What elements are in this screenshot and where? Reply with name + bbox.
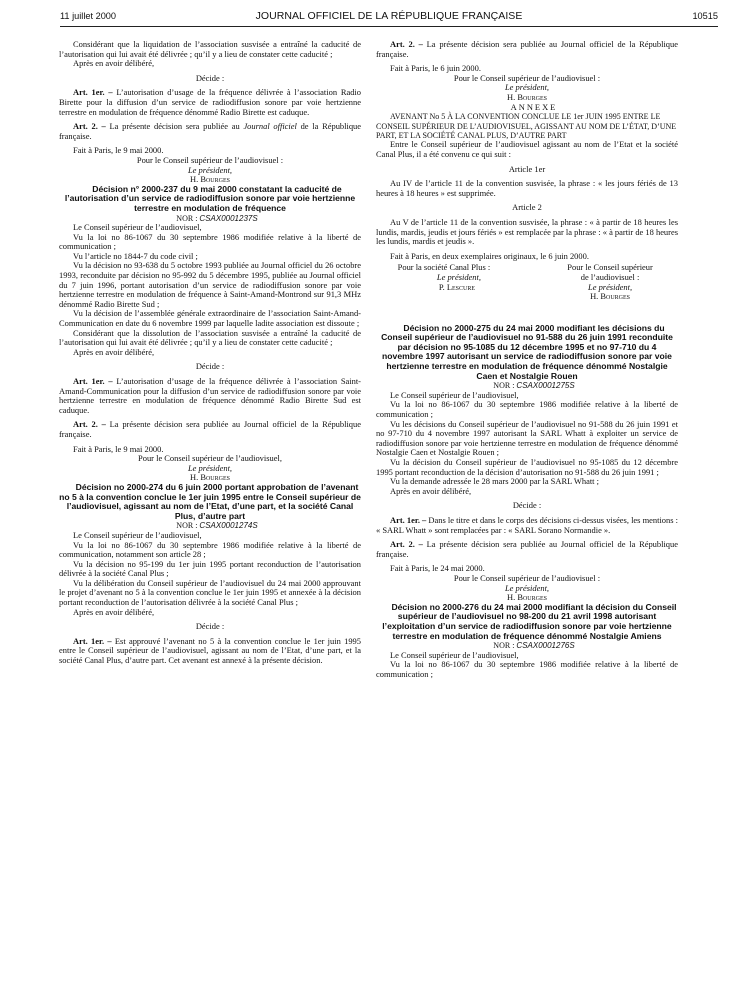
decide-heading: Décide : xyxy=(195,361,225,372)
paragraph: Après en avoir délibéré, xyxy=(73,606,155,617)
paragraph: Après en avoir délibéré, xyxy=(73,58,155,69)
nor-code: CSAX0001276S xyxy=(516,641,575,651)
article-text: La présente décision sera publiée au xyxy=(105,121,244,132)
paragraph: Vu la demande adressée le 28 mars 2000 par la SARL Whatt ; xyxy=(390,476,599,487)
decision-title: Décision no 2000-276 du 24 mai 2000 modifiant la décision du Conseil supérieur de l’audiovisuel no 98-200 du 21 avril 1998 autorisant l’exploitation d’un service de radiodiffusion sonore par voie hertzienne terrestre en modulation de fréquence dénommé Nostalgie Amiens xyxy=(382,601,677,641)
nor-code: CSAX0001275S xyxy=(516,381,575,391)
article-text: de la République française. xyxy=(59,121,362,141)
paragraph: Vu la délibération du Conseil supérieur de l’audiovisuel du 24 mai 2000 approuvant le projet d’avenant no 5 à la convention conclue le 1er juin 1995 et annexée à la décision portant reconduction de l’autorisation délivrée à la société Canal Plus ; xyxy=(59,577,361,608)
article-2 xyxy=(59,122,361,141)
article-text: L’autorisation d’usage de la fréquence délivrée à l’association Radio Birette pour la diffusion d’un service de radiodiffusion sonore par voie hertzienne terrestre en modulation de fréquence dénommé Radio Birette est caduque. xyxy=(59,87,361,117)
article-text: La présente décision sera publiée au Journal officiel de la République française. xyxy=(376,39,678,59)
article-text: Est approuvé l’avenant no 5 à la convention conclue le 1er juin 1995 entre le Conseil supérieur de l’audiovisuel, agissant au nom de l’Etat, d’une part, et la société Canal Plus, d’autre part. Cet avenant est annexé à la présente décision. xyxy=(59,635,361,666)
signature-role: Le président, xyxy=(504,582,550,593)
article-2 xyxy=(376,540,678,559)
dual-signature xyxy=(376,263,678,301)
signature-csa xyxy=(542,263,678,301)
article-label: Art. 1er. – xyxy=(73,635,112,646)
signature-date: Fait à Paris, le 9 mai 2000. xyxy=(73,145,164,156)
paragraph: Au IV de l’article 11 de la convention susvisée, la phrase : « les jours fériés de 13 heures à 18 heures » est supprimée. xyxy=(376,178,678,198)
signature-for: Pour le Conseil supérieur de l’audiovisuel : xyxy=(136,154,284,165)
article-label: Art. 2. – xyxy=(390,39,423,49)
signature-name: H. Bourges xyxy=(507,91,547,102)
paragraph: Vu la loi no 86-1067 du 30 septembre 1986 modifiée relative à la liberté de communication, notamment son article 28 ; xyxy=(59,539,361,560)
article-text: Dans le titre et dans le corps des décisions ci-dessus visées, les mentions : « SARL Whatt » sont remplacées par : « SARL Sorano Normandie ». xyxy=(376,514,678,535)
paragraph: Vu la décision de l’assemblée générale extraordinaire de l’association Saint-Amand-Communication en date du 6 novembre 1999 par laquelle ladite association est dissoute ; xyxy=(59,308,361,329)
signature-date: Fait à Paris, en deux exemplaires originaux, le 6 juin 2000. xyxy=(390,250,589,261)
nor-code: CSAX0001237S xyxy=(199,213,258,223)
signature-role: Le président, xyxy=(504,82,550,93)
article-1 xyxy=(376,516,678,535)
annexe-heading: ANNEXE xyxy=(510,101,558,112)
paragraph: Vu l’article no 1844-7 du code civil ; xyxy=(73,250,198,261)
signature-name: H. Bourges xyxy=(190,472,230,483)
paragraph: Vu la décision du Conseil supérieur de l’audiovisuel no 95-1085 du 12 décembre 1995 portant reconduction de la décision d’autorisation no 91-588 du 26 juin 1991 ; xyxy=(376,457,678,477)
article-text: La présente décision sera publiée au Journal officiel de la République française. xyxy=(59,419,361,439)
nor-label: NOR : xyxy=(493,641,517,651)
issue-date: 11 juillet 2000 xyxy=(60,11,117,21)
paragraph: Vu la décision no 95-199 du 1er juin 1995 portant reconduction de l’autorisation délivrée à la société Canal Plus ; xyxy=(59,558,361,579)
article-label: Art. 1er. – xyxy=(390,514,427,525)
decision-title: Décision no 2000-275 du 24 mai 2000 modifiant les décisions du Conseil supérieur de l’audiovisuel no 91-588 du 26 juin 1991 reconduite par décision no 95-1085 du 12 décembre 1995 et no 97-710 du 4 novembre 1997 autorisant un service de radiodiffusion sonore par voie hertzienne terrestre en modulation de fréquence dénommé Nostalgie Caen et Nostalgie Rouen xyxy=(381,322,673,381)
article-heading: Article 2 xyxy=(512,202,542,213)
article-label: Art. 1er. – xyxy=(73,87,113,98)
signature-name: H. Bourges xyxy=(590,291,631,302)
page-header xyxy=(60,10,718,27)
paragraph: Après en avoir délibéré, xyxy=(73,346,155,357)
article-2 xyxy=(59,420,361,439)
paragraph: Considérant que la liquidation de l’association susvisée a entraîné la caducité de l’autorisation qui lui avait été délivrée ; qu’il y a lieu de constater cette caducité ; xyxy=(59,39,361,59)
paragraph: Après en avoir délibéré, xyxy=(390,485,472,496)
journal-title: JOURNAL OFFICIEL DE LA RÉPUBLIQUE FRANÇAISE xyxy=(255,10,523,22)
decide-heading: Décide : xyxy=(512,500,542,511)
decision-title: Décision no 2000-274 du 6 juin 2000 portant approbation de l’avenant no 5 à la convention conclue le 1er juin 1995 entre le Conseil supérieur de l’audiovisuel, agissant au nom de l’Etat, d’une part, et la société Canal Plus, d’autre part xyxy=(59,481,361,521)
paragraph: Vu les décisions du Conseil supérieur de l’audiovisuel no 91-588 du 26 juin 1991 et no 97-710 du 4 novembre 1997 autorisant la SARL Whatt à exploiter un service de radiodiffusion sonore par voie hertzienne terrestre en modulation de fréquence dénommé Nostalgie Caen et Nostalgie Rouen ; xyxy=(376,418,678,458)
signature-date: Fait à Paris, le 9 mai 2000. xyxy=(73,443,164,454)
article-label: Art. 2. – xyxy=(73,419,106,430)
article-2 xyxy=(376,40,678,59)
article-1 xyxy=(59,88,361,117)
decide-heading: Décide : xyxy=(195,621,225,632)
paragraph: Vu la décision no 93-638 du 5 octobre 1993 publiée au Journal officiel du 26 octobre 1993, reconduite par décision no 95-992 du 5 décembre 1995, publiée au Journal officiel du 7 juin 1996, portant autorisation d’un service de radiodiffusion sonore par voie hertzienne terrestre en modulation de fréquence à Saint-Amand-Montrond sur 91,3 MHz dénommé Radio Birette Sud ; xyxy=(59,260,361,309)
paragraph: Le Conseil supérieur de l’audiovisuel, xyxy=(390,389,519,400)
article-label: Art. 2. – xyxy=(73,121,106,132)
signature-for: Pour le Conseil supérieur xyxy=(567,262,653,273)
left-column xyxy=(59,40,361,666)
signature-for: Pour la société Canal Plus : xyxy=(397,262,491,273)
article-1 xyxy=(59,377,361,415)
paragraph: Considérant que la dissolution de l’association susvisée a entraîné la caducité de l’autorisation qui lui avait été délivrée ; qu’il y a lieu de constater cette caducité ; xyxy=(59,327,361,348)
signature-role: Le président, xyxy=(436,271,481,282)
paragraph: Le Conseil supérieur de l’audiovisuel, xyxy=(390,649,519,660)
article-text: L’autorisation d’usage de la fréquence délivrée à l’association Saint-Amand-Communication pour la diffusion d’un service de radiodiffusion sonore par voie hertzienne terrestre en modulation de fréquence dénommé Radio Birette Sud est caduque. xyxy=(59,376,361,415)
article-label: Art. 2. – xyxy=(390,539,423,550)
signature-role: Le président, xyxy=(588,281,633,292)
paragraph: Vu la loi no 86-1067 du 30 septembre 1986 modifiée relative à la liberté de communication ; xyxy=(376,659,678,679)
signature-for: Pour le Conseil supérieur de l’audiovisuel : xyxy=(453,72,601,83)
paragraph: Le Conseil supérieur de l’audiovisuel, xyxy=(73,529,202,540)
signature-name: P. Lescure xyxy=(438,281,476,292)
signature-role: Le président, xyxy=(187,462,233,473)
article-text: La présente décision sera publiée au Journal officiel de la République française. xyxy=(376,539,678,559)
right-column xyxy=(376,40,678,679)
decide-heading: Décide : xyxy=(195,72,225,83)
nor-label: NOR : xyxy=(493,381,517,391)
paragraph: Entre le Conseil supérieur de l’audiovisuel agissant au nom de l’Etat et la société Canal Plus, il a été convenu ce qui suit : xyxy=(376,139,678,159)
signature-name: H. Bourges xyxy=(190,174,230,185)
signature-date: Fait à Paris, le 24 mai 2000. xyxy=(390,563,485,574)
paragraph: Vu la loi no 86-1067 du 30 septembre 1986 modifiée relative à la liberté de communication ; xyxy=(376,399,678,420)
signature-for: de l’audiovisuel : xyxy=(580,271,640,282)
nor-label: NOR : xyxy=(176,521,200,531)
article-1 xyxy=(59,637,361,666)
avenant-title: AVENANT No 5 À LA CONVENTION CONCLUE LE 1er JUIN 1995 ENTRE LE CONSEIL SUPÉRIEUR DE L’AUDIOVISUEL, AGISSANT AU NOM DE L’ÉTAT, D’UNE PART, ET LA SOCIÉTÉ CANAL PLUS, D’AUTRE PART xyxy=(376,112,677,140)
paragraph: Au V de l’article 11 de la convention susvisée, la phrase : « à partir de 18 heures les lundis, mardis, jeudis et jours fériés » est remplacée par la phrase : « à partir de 18 heures les lundis, mardis et jeudis ». xyxy=(376,216,678,247)
signature-for: Pour le Conseil supérieur de l’audiovisuel, xyxy=(138,453,282,464)
signature-name: H. Bourges xyxy=(507,592,547,603)
nor-label: NOR : xyxy=(176,213,200,223)
decision-title: Décision n° 2000-237 du 9 mai 2000 constatant la caducité de l’autorisation d’un service de radiodiffusion sonore par voie hertzienne terrestre en modulation de fréquence xyxy=(64,183,356,213)
paragraph: Vu la loi no 86-1067 du 30 septembre 1986 modifiée relative à la liberté de communication ; xyxy=(59,231,361,252)
article-heading: Article 1er xyxy=(508,163,546,174)
paragraph: Le Conseil supérieur de l’audiovisuel, xyxy=(73,222,202,233)
article-label: Art. 1er. – xyxy=(73,376,113,386)
page-number: 10515 xyxy=(692,11,718,21)
signature-for: Pour le Conseil supérieur de l’audiovisuel : xyxy=(453,572,601,583)
signature-role: Le président, xyxy=(187,164,233,175)
signature-date: Fait à Paris, le 6 juin 2000. xyxy=(390,63,481,74)
signature-canal-plus xyxy=(376,263,512,301)
nor-code: CSAX0001274S xyxy=(199,521,258,531)
journal-officiel-italic: Journal officiel xyxy=(243,121,297,132)
